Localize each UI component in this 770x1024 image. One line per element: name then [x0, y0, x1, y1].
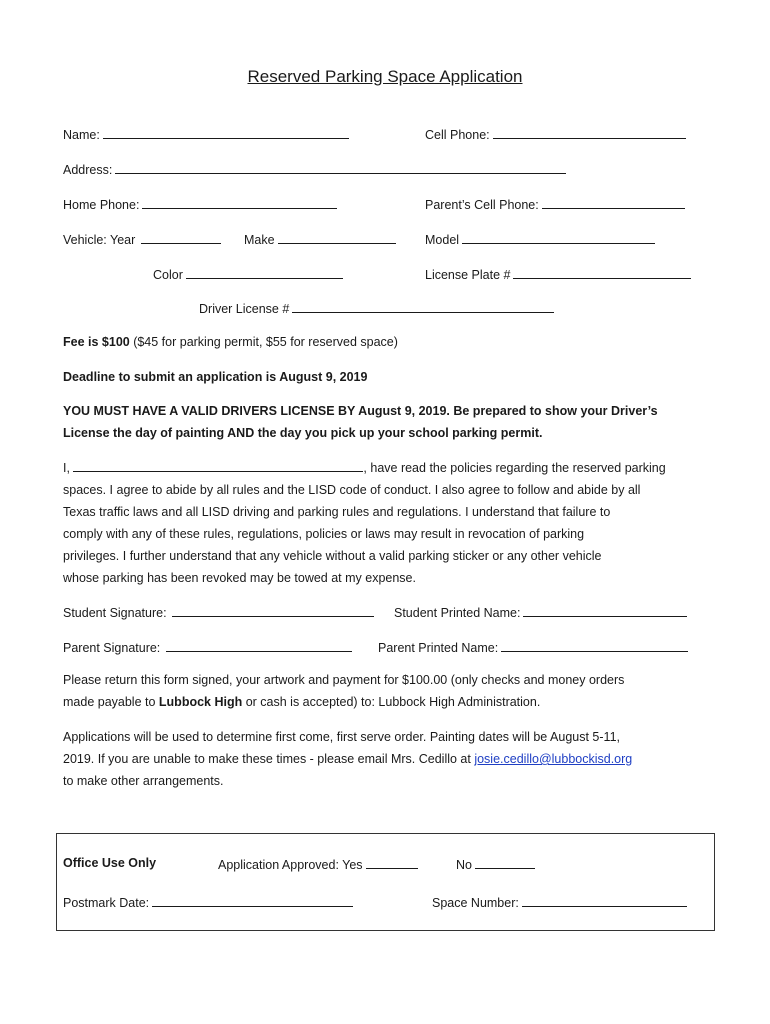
parent-signature-label: Parent Signature: [63, 641, 161, 655]
approved-yes-label: Application Approved: Yes [218, 858, 363, 872]
address-label: Address: [63, 163, 113, 177]
return-line-1: Please return this form signed, your artwork and payment for $100.00 (only checks and money orders [63, 673, 625, 687]
student-printed-label: Student Printed Name: [394, 606, 521, 620]
approved-no-label: No [456, 858, 472, 872]
agreement-line-2: spaces. I agree to abide by all rules and the LISD code of conduct. I also agree to follow and abide by all [63, 483, 641, 497]
student-signature-field[interactable] [63, 604, 374, 620]
postmark-date-line [152, 894, 353, 907]
driver-license-field[interactable] [199, 300, 554, 316]
space-number-line [522, 894, 687, 907]
student-printed-line [523, 604, 687, 617]
home-phone-line [142, 196, 337, 209]
license-plate-field[interactable] [425, 266, 691, 282]
agreement-start: I, [63, 461, 74, 475]
parent-printed-line [501, 639, 688, 652]
return-line2-bold: Lubbock High [158, 695, 243, 709]
return-instructions [63, 669, 713, 713]
home-phone-label: Home Phone: [63, 198, 140, 212]
color-line [186, 266, 343, 279]
space-number-field[interactable] [432, 894, 687, 910]
applications-paragraph [63, 726, 713, 792]
agreement-line-1 [63, 457, 713, 479]
form-title: Reserved Parking Space Application [247, 67, 523, 86]
parent-cell-label: Parent’s Cell Phone: [425, 198, 539, 212]
return-line2-pre: made payable to [63, 695, 159, 709]
student-signature-line [172, 604, 374, 617]
application-approved-field[interactable] [218, 856, 418, 872]
agreement-line-6: whose parking has been revoked may be towed at my expense. [63, 571, 416, 585]
warning-line-2: License the day of painting AND the day you pick up your school parking permit. [63, 426, 543, 440]
home-phone-field[interactable] [63, 196, 337, 212]
applications-line-2 [63, 748, 713, 770]
agreement-line-4: comply with any of these rules, regulations, policies or laws may result in revocation of parking [63, 527, 585, 541]
applications-line2-pre: 2019. If you are unable to make these times - please email Mrs. Cedillo at [63, 752, 475, 766]
name-line [103, 126, 349, 139]
return-line-2 [63, 691, 713, 713]
make-line [278, 231, 396, 244]
student-signature-label: Student Signature: [63, 606, 167, 620]
parent-printed-field[interactable] [378, 639, 688, 655]
license-warning [63, 400, 713, 444]
vehicle-year-field[interactable] [63, 231, 221, 247]
return-line2-post: or cash is accepted) to: Lubbock High Administration. [242, 695, 541, 709]
applications-line-3: to make other arrangements. [63, 774, 224, 788]
cell-phone-line [493, 126, 686, 139]
fee-text [63, 335, 398, 349]
postmark-date-field[interactable] [63, 894, 353, 910]
driver-license-label: Driver License # [199, 302, 290, 316]
license-plate-label: License Plate # [425, 268, 511, 282]
parent-cell-line [542, 196, 685, 209]
agreement-line-5: privileges. I further understand that any vehicle without a valid parking sticker or any other vehicle [63, 549, 602, 563]
agreement-name-line[interactable] [73, 459, 363, 472]
make-label: Make [244, 233, 275, 247]
agreement-paragraph [63, 457, 713, 589]
deadline-text: Deadline to submit an application is August 9, 2019 [63, 370, 368, 384]
name-label: Name: [63, 128, 100, 142]
parent-signature-line [166, 639, 352, 652]
email-link[interactable]: josie.cedillo@lubbockisd.org [474, 752, 633, 766]
name-field[interactable] [63, 126, 349, 142]
agreement-line1-rest: , have read the policies regarding the reserved parking [363, 461, 666, 475]
cell-phone-field[interactable] [425, 126, 686, 142]
applications-line-1: Applications will be used to determine first come, first serve order. Painting dates will be August 5-11, [63, 730, 620, 744]
make-field[interactable] [244, 231, 396, 247]
student-printed-field[interactable] [394, 604, 687, 620]
warning-line-1: YOU MUST HAVE A VALID DRIVERS LICENSE BY August 9, 2019. Be prepared to show your Driver’s [63, 404, 658, 418]
model-field[interactable] [425, 231, 655, 247]
fee-rest: ($45 for parking permit, $55 for reserved space) [129, 335, 398, 349]
postmark-date-label: Postmark Date: [63, 896, 150, 910]
color-field[interactable] [153, 266, 343, 282]
space-number-label: Space Number: [432, 896, 519, 910]
parent-cell-field[interactable] [425, 196, 685, 212]
office-use-box [56, 833, 715, 931]
approved-no-field[interactable] [456, 856, 535, 872]
agreement-line-3: Texas traffic laws and all LISD driving and parking rules and regulations. I understand that failure to [63, 505, 611, 519]
model-label: Model [425, 233, 460, 247]
parent-printed-label: Parent Printed Name: [378, 641, 499, 655]
approved-no-line [475, 856, 535, 869]
vehicle-year-line [141, 231, 221, 244]
license-plate-line [513, 266, 691, 279]
address-field[interactable] [63, 161, 566, 177]
address-line [115, 161, 566, 174]
vehicle-year-label: Vehicle: Year [63, 233, 136, 247]
office-use-heading: Office Use Only [63, 856, 157, 870]
parent-signature-field[interactable] [63, 639, 352, 655]
approved-yes-line [366, 856, 418, 869]
cell-phone-label: Cell Phone: [425, 128, 490, 142]
fee-bold: Fee is $100 [63, 335, 130, 349]
color-label: Color [153, 268, 183, 282]
driver-license-line [292, 300, 554, 313]
model-line [462, 231, 655, 244]
